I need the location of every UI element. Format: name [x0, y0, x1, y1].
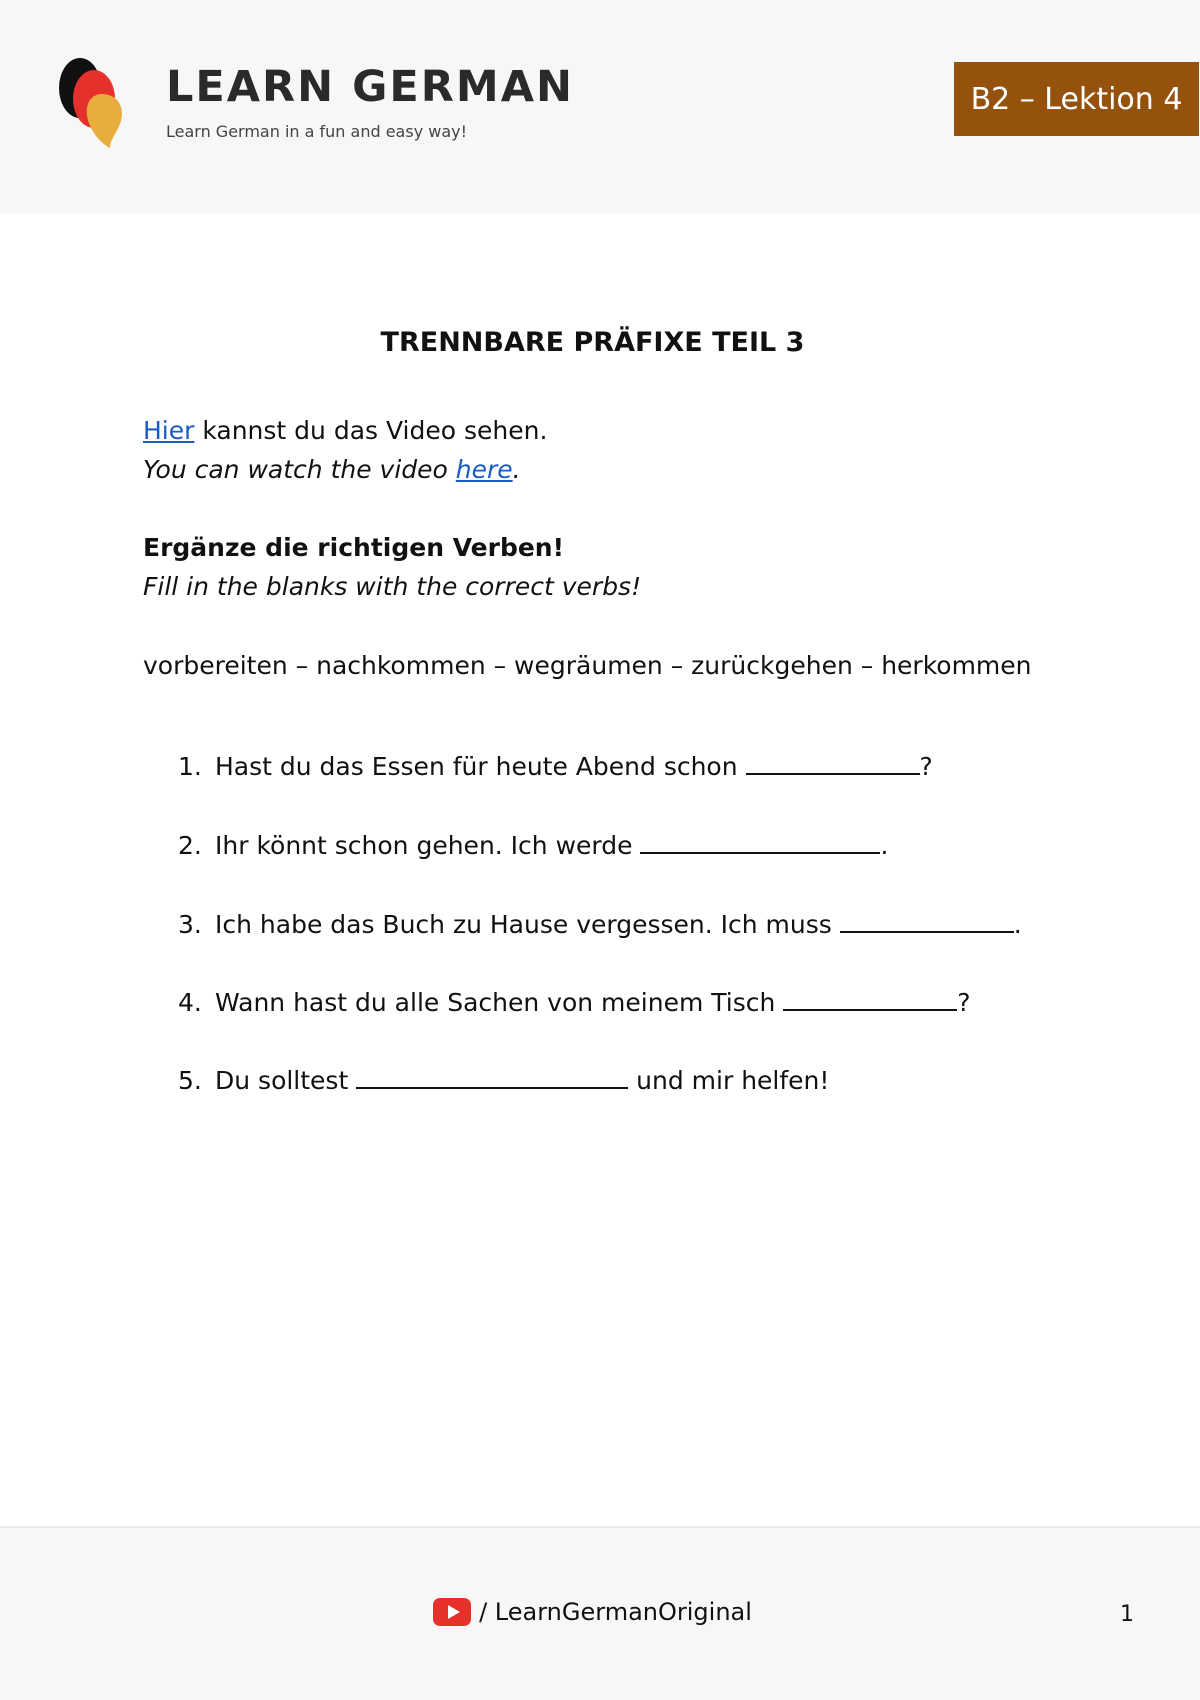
exercise-text: Ich habe das Buch zu Hause vergessen. Ich muss — [215, 910, 840, 939]
video-line-en — [143, 455, 521, 484]
instruction-de: Ergänze die richtigen Verben! — [143, 533, 565, 562]
exercise-number: 2. — [178, 831, 202, 860]
word-bank: vorbereiten – nachkommen – wegräumen – zurückgehen – herkommen — [143, 651, 1032, 680]
exercise-text: Wann hast du alle Sachen von meinem Tisch — [215, 988, 784, 1017]
exercise-number: 1. — [178, 752, 202, 781]
page-footer — [0, 1526, 1200, 1700]
video-text-en-suffix: . — [512, 455, 521, 484]
level-badge: B2 – Lektion 4 — [954, 62, 1199, 136]
exercise-3 — [178, 907, 1022, 939]
exercise-number: 3. — [178, 910, 202, 939]
brand-tagline: Learn German in a fun and easy way! — [166, 122, 468, 141]
video-text-en: You can watch the video — [143, 455, 456, 484]
instruction-en: Fill in the blanks with the correct verbs! — [143, 572, 642, 601]
brand-title: LEARN GERMAN — [166, 62, 574, 112]
answer-blank[interactable] — [746, 749, 920, 775]
video-link-de[interactable]: Hier — [143, 416, 195, 445]
exercise-text-end: ? — [957, 988, 971, 1017]
exercise-text-end: ? — [919, 752, 933, 781]
page-title: TRENNBARE PRÄFIXE TEIL 3 — [380, 327, 805, 358]
exercise-4 — [178, 985, 971, 1017]
page-header — [0, 0, 1200, 213]
answer-blank[interactable] — [783, 985, 957, 1011]
social-channel[interactable] — [0, 1598, 1185, 1626]
exercise-text: Hast du das Essen für heute Abend schon — [215, 752, 746, 781]
answer-blank[interactable] — [840, 907, 1014, 933]
page-number: 1 — [1120, 1602, 1134, 1627]
answer-blank[interactable] — [356, 1063, 628, 1089]
exercise-2 — [178, 828, 888, 860]
video-link-en[interactable]: here — [455, 455, 513, 484]
exercise-text-end: . — [880, 831, 889, 860]
exercise-text: Du solltest — [215, 1066, 357, 1095]
answer-blank[interactable] — [640, 828, 880, 854]
exercise-text-end: . — [1013, 910, 1022, 939]
exercise-text: Ihr könnt schon gehen. Ich werde — [215, 831, 641, 860]
youtube-icon — [433, 1598, 471, 1626]
exercise-number: 4. — [178, 988, 202, 1017]
video-line-de — [143, 416, 547, 445]
exercise-1 — [178, 749, 933, 781]
exercise-5 — [178, 1063, 829, 1095]
logo-icon — [58, 56, 128, 150]
channel-name: / LearnGermanOriginal — [479, 1598, 752, 1626]
exercise-number: 5. — [178, 1066, 202, 1095]
exercise-text-end: und mir helfen! — [628, 1066, 830, 1095]
video-text-de: kannst du das Video sehen. — [194, 416, 548, 445]
